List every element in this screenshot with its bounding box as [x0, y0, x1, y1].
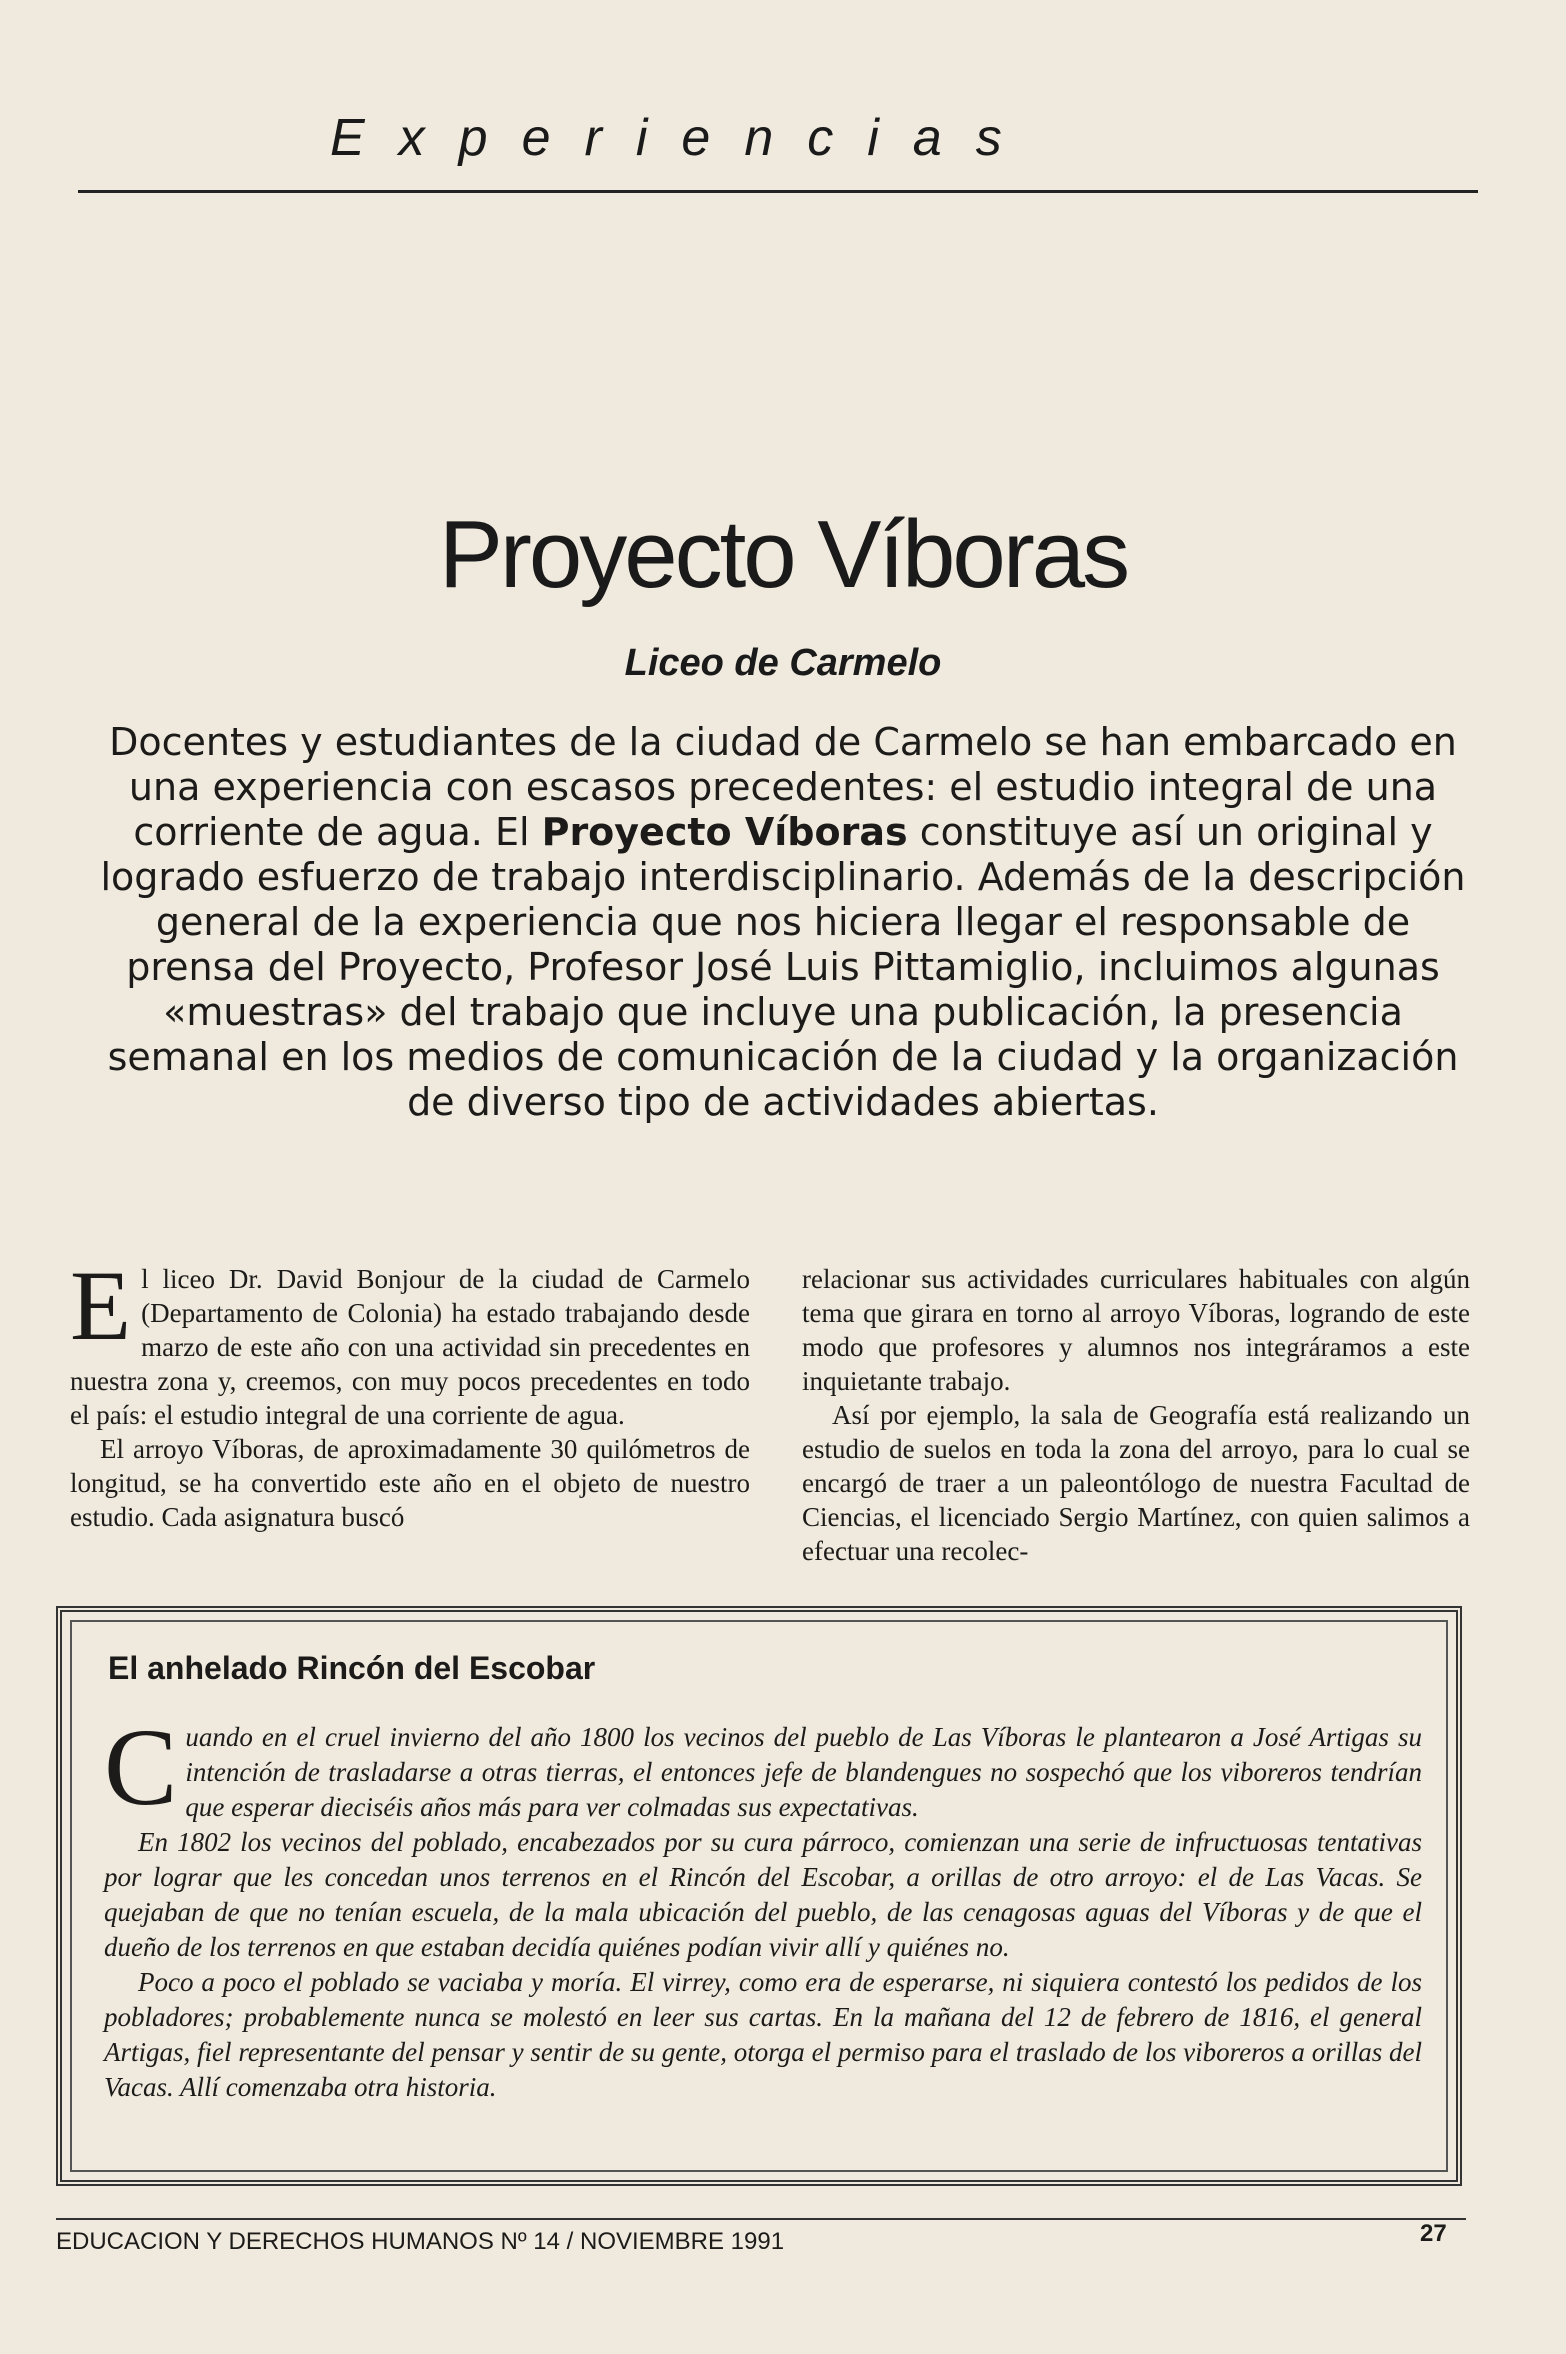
- body-paragraph: El arroyo Víboras, de aproximadamente 30 quilómetros de longitud, se ha convertido este año en el objeto de nuestro estudio. Cada asignatura buscó: [70, 1434, 750, 1532]
- lead-bold-project: Proyecto Víboras: [541, 810, 908, 854]
- sidebar-title: El anhelado Rincón del Escobar: [108, 1650, 596, 1686]
- body-column-left: [70, 1250, 750, 1534]
- drop-cap: E: [70, 1250, 132, 1361]
- sidebar-text-1: uando en el cruel invierno del año 1800 los vecinos del pueblo de Las Víboras le plantearon a José Artigas su intención de trasladarse a otras tierras, el entonces jefe de blandengues no sospechó que los viboreros tendrían que esperar dieciséis años más para ver colmadas sus expectativas.: [185, 1722, 1422, 1822]
- lead-text-1: Docentes y estudiantes de la ciudad de Carmelo se han embarcado en una experiencia con escasos precedentes: el estudio integral de una corriente de agua. El: [109, 720, 1457, 854]
- header-rule: [78, 190, 1478, 193]
- body-text: l liceo Dr. David Bonjour de la ciudad de Carmelo (Departamento de Colonia) ha estado trabajando desde marzo de este año con una actividad sin precedentes en nuestra zona y, creemos, con muy pocos precedentes en todo el país: el estudio integral de una corriente de agua.: [70, 1264, 750, 1430]
- article-lead: [100, 720, 1466, 1125]
- page-number: 27: [1420, 2220, 1447, 2247]
- section-label: Experiencias: [330, 109, 1036, 167]
- lead-text-2: constituye así un original y logrado esfuerzo de trabajo interdisciplinario. Además de la descripción general de la experiencia que nos hiciera llegar el responsable de prensa del Proyecto, Profesor José Luis Pittamiglio, incluimos algunas «muestras» del trabajo que incluye una publicación, la presencia semanal en los medios de comunicación de la ciudad y la organización de diverso tipo de actividades abiertas.: [100, 810, 1466, 1124]
- article-author: Liceo de Carmelo: [624, 642, 942, 684]
- body-paragraph: relacionar sus actividades curriculares habituales con algún tema que girara en torno al arroyo Víboras, logrando de este modo que profesores y alumnos nos integráramos a este inquietante trabajo.: [802, 1264, 1470, 1396]
- body-column-right: [802, 1262, 1470, 1568]
- footer-publication: EDUCACION Y DERECHOS HUMANOS Nº 14 / NOVIEMBRE 1991: [56, 2228, 785, 2255]
- footer-rule: [56, 2218, 1466, 2220]
- sidebar-text: [104, 1706, 1422, 2105]
- sidebar-paragraph: [104, 1706, 1422, 1828]
- sidebar-drop-cap: C: [104, 1706, 178, 1828]
- sidebar-paragraph: En 1802 los vecinos del poblado, encabezados por su cura párroco, comienzan una serie de infructuosas tentativas por lograr que les concedan unos terrenos en el Rincón del Escobar, a orillas de otro arroyo: el de Las Vacas. Se quejaban de que no tenían escuela, de la mala ubicación del pueblo, de las cenagosas aguas del Víboras y de que el dueño de los terrenos en que estaban decidía quiénes podían vivir allí y quiénes no.: [104, 1827, 1422, 1962]
- sidebar-paragraph: Poco a poco el poblado se vaciaba y moría. El virrey, como era de esperarse, ni siquiera contestó los pedidos de los pobladores; probablemente nunca se molestó en leer sus cartas. En la mañana del 12 de febrero de 1816, el general Artigas, fiel representante del pensar y sentir de su gente, otorga el permiso para el traslado de los viboreros a orillas del Vacas. Allí comenzaba otra historia.: [104, 1967, 1422, 2102]
- body-paragraph: Así por ejemplo, la sala de Geografía está realizando un estudio de suelos en toda la zona del arroyo, para lo cual se encargó de traer a un paleontólogo de nuestra Facultad de Ciencias, el licenciado Sergio Martínez, con quien salimos a efectuar una recolec-: [802, 1400, 1470, 1566]
- article-title: Proyecto Víboras: [438, 501, 1128, 608]
- body-paragraph: [70, 1250, 750, 1432]
